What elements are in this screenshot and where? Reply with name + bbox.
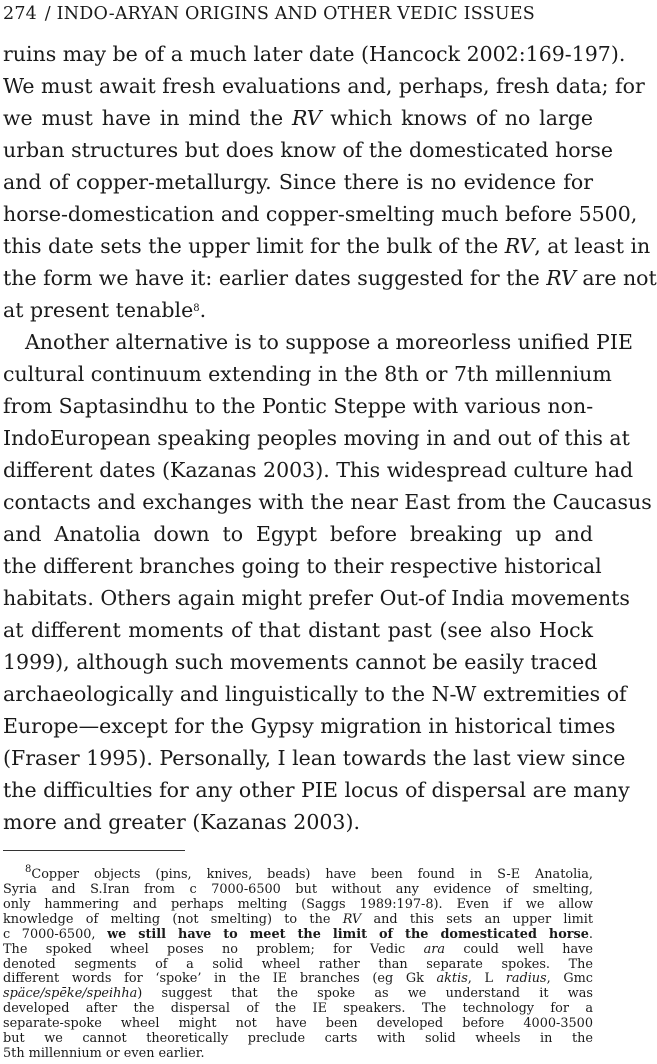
body-line: the different branches going to their respective historical [3,554,602,578]
body-line: and Anatolia down to Egypt before breaking up and [3,522,593,546]
body-line: urban structures but does know of the domesticated horse [3,138,614,162]
footnote-line: denoted segments of a solid wheel rather than separate spokes. The [3,956,593,972]
footnote-line: $^8$Copper objects (pins, knives, beads) have been found in S-E Anatolia, [25,864,593,882]
body-line: IndoEuropean speaking peoples moving in and out of this at [3,426,630,450]
footnote-line: späce/spēke/speihha) suggest that the spoke as we understand it was [3,986,593,1002]
body-line: more and greater (Kazanas 2003). [3,810,360,834]
header-separator: / [44,4,51,24]
footnote-reference[interactable]: 8 [193,303,200,314]
body-line: and of copper-metallurgy. Since there is no evidence for [3,170,593,194]
running-header [3,4,535,24]
footnote-line: developed after the dispersal of the IE speakers. The technology for a [3,1001,593,1017]
body-line: Europe—except for the Gypsy migration in historical times [3,714,616,738]
body-line: at present tenable$^8$. [3,298,207,322]
body-line: the form we have it: earlier dates suggested for the RV are not [3,266,657,290]
footnote-line: different words for ‘spoke’ in the IE branches (eg Gk aktis, L radius, Gmc [3,971,593,987]
footnote-rule [3,850,185,851]
body-line: from Saptasindhu to the Pontic Steppe with various non- [3,394,594,418]
page-number: 274 [3,4,38,24]
footnote-line: The spoked wheel poses no problem; for Vedic ara could well have [3,941,593,957]
body-line: different dates (Kazanas 2003). This widespread culture had [3,458,634,482]
running-title: INDO-ARYAN ORIGINS AND OTHER VEDIC ISSUES [56,4,535,24]
body-line: We must await fresh evaluations and, perhaps, fresh data; for [3,74,645,98]
emphasis-bold: we still have to meet the limit of the domesticated horse [107,926,589,942]
footnote-line: c 7000-6500, we still have to meet the limit of the domesticated horse. [3,926,593,942]
body-line: habitats. Others again might prefer Out-of India movements [3,586,630,610]
body-line: the difficulties for any other PIE locus of dispersal are many [3,778,630,802]
footnote-marker: 8 [25,864,32,875]
footnote-line: 5th millennium or even earlier. [3,1046,205,1062]
body-line: Another alternative is to suppose a moreorless unified PIE [25,330,633,354]
footnote-line: but we cannot theoretically preclude carts with solid wheels in the [3,1031,593,1047]
body-line: cultural continuum extending in the 8th or 7th millennium [3,362,612,386]
footnote-line: only hammering and perhaps melting (Saggs 1989:197-8). Even if we allow [3,896,593,912]
body-line: horse-domestication and copper-smelting much before 5500, [3,202,638,226]
body-line: (Fraser 1995). Personally, I lean towards the last view since [3,746,626,770]
body-line: we must have in mind the RV which knows of no large [3,106,594,130]
body-line: at different moments of that distant past (see also Hock [3,618,593,642]
body-line: archaeologically and linguistically to the N-W extremities of [3,682,627,706]
body-line: ruins may be of a much later date (Hancock 2002:169-197). [3,42,626,66]
footnote-line: Syria and S.Iran from c 7000-6500 but without any evidence of smelting, [3,881,593,897]
footnote-line: separate-spoke wheel might not have been developed before 4000-3500 [3,1016,593,1032]
body-line: this date sets the upper limit for the bulk of the RV, at least in [3,234,651,258]
footnote-line: knowledge of melting (not smelting) to the RV and this sets an upper limit [3,911,593,927]
body-line: 1999), although such movements cannot be easily traced [3,650,598,674]
body-line: contacts and exchanges with the near East from the Caucasus [3,490,652,514]
